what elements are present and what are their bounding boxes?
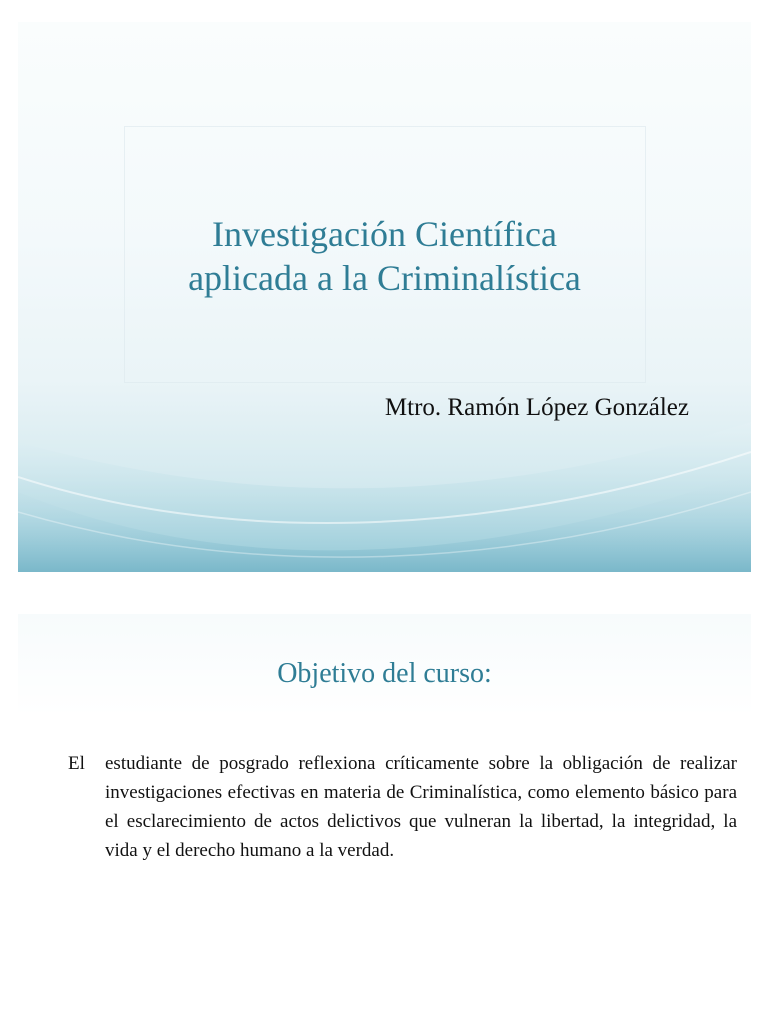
slide-title-line-2: aplicada a la Criminalística [188, 258, 581, 298]
slide-title-line-1: Investigación Científica [212, 214, 557, 254]
author-name: Mtro. Ramón López González [384, 394, 689, 421]
objective-paragraph [68, 749, 737, 865]
paragraph-lead-word: El [68, 753, 85, 774]
objective-slide [18, 614, 751, 1024]
slide-title [18, 212, 751, 300]
objective-heading: Objetivo del curso: [277, 658, 492, 689]
paragraph-body: estudiante de posgrado reflexiona críticamente sobre la obligación de realizar investigaciones efectivas en materia de Criminalística, como elemento básico para el esclarecimiento de actos delictivos que vulneran la libertad, la integridad, la vida y el derecho humano a la verdad. [105, 753, 737, 861]
title-slide [18, 22, 751, 572]
